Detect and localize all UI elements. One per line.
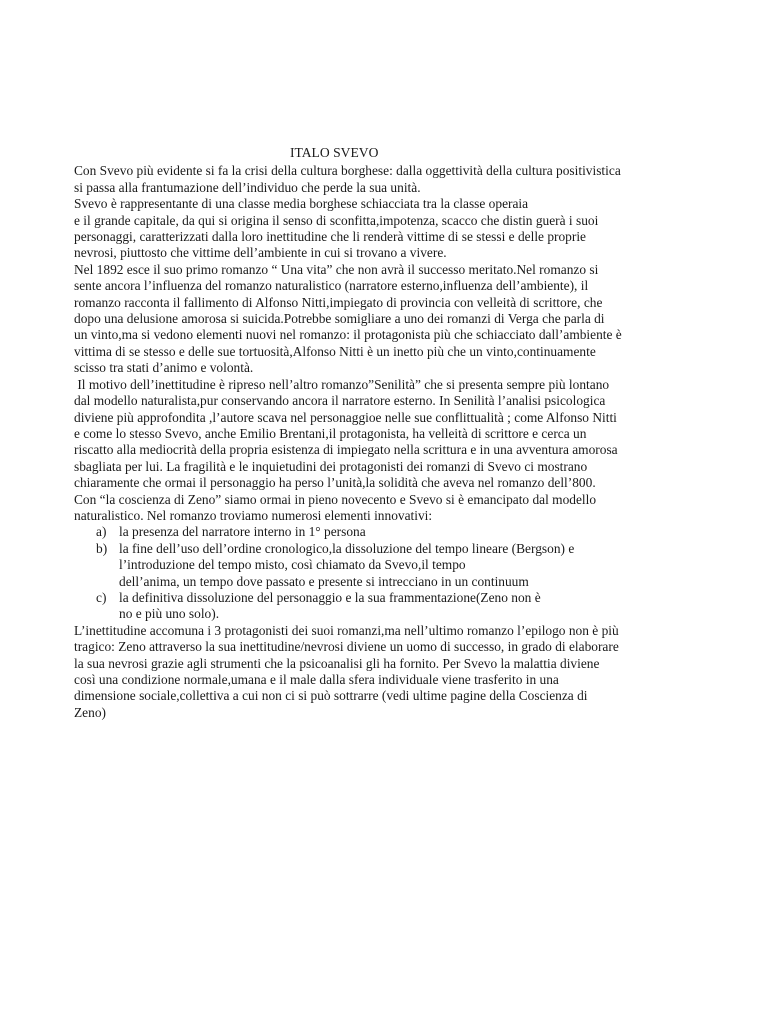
- text-line: e il grande capitale, da qui si origina il senso di sconfitta,impotenza, scacco che distin guerà i suoi: [74, 212, 599, 228]
- list-item-continuation: l’introduzione del tempo misto, così chiamato da Svevo,il tempo: [119, 557, 466, 573]
- document-page: [74, 145, 700, 721]
- text-line: Nel 1892 esce il suo primo romanzo “ Una vita” che non avrà il successo meritato.Nel romanzo si: [74, 261, 599, 277]
- intro-paragraph: [74, 163, 700, 376]
- list-item-c: [74, 590, 700, 606]
- text-line: scisso tra stati d’animo e volontà.: [74, 360, 254, 376]
- text-line: dopo una delusione amorosa si suicida.Potrebbe somigliare a uno dei romanzi di Verga che parla di: [74, 311, 605, 327]
- text-line: chiaramente che ormai il personaggio ha perso l’unità,la solidità che aveva nel romanzo dell’800.: [74, 475, 596, 491]
- text-line: dimensione sociale,collettiva a cui non ci si può sottrarre (vedi ultime pagine della Coscienza di: [74, 688, 588, 704]
- text-line: naturalistico. Nel romanzo troviamo numerosi elementi innovativi:: [74, 507, 433, 523]
- list-marker: b): [96, 540, 108, 556]
- text-line: personaggi, caratterizzati dalla loro inettitudine che li renderà vittime di se stessi e delle proprie: [74, 229, 586, 245]
- text-line: Svevo è rappresentante di una classe media borghese schiacciata tra la classe operaia: [74, 196, 529, 212]
- list-marker: c): [96, 589, 107, 605]
- senilita-paragraph: [74, 377, 700, 525]
- list-item-text: la presenza del narratore interno in 1° persona: [119, 524, 366, 540]
- text-line: la sua nevrosi grazie agli strumenti che la psicoanalisi gli ha fornito. Per Svevo la malattia diviene: [74, 655, 600, 671]
- document-title: ITALO SVEVO: [290, 145, 379, 160]
- list-item-continuation: no e più uno solo).: [119, 606, 220, 622]
- text-line: un vinto,ma si vedono elementi nuovi nel romanzo: il protagonista più che schiacciato dall’ambiente è: [74, 327, 622, 343]
- text-line: sbagliata per lui. La fragilità e le inquietudini dei protagonisti dei romanzi di Svevo ci mostrano: [74, 458, 588, 474]
- text-line: così una condizione normale,umana e il male dalla sfera individuale viene trasferito in una: [74, 672, 559, 687]
- list-item-text: la fine dell’uso dell’ordine cronologico,la dissoluzione del tempo lineare (Bergson) e: [119, 540, 575, 556]
- list-item-continuation: dell’anima, un tempo dove passato e presente si intrecciano in un continuum: [119, 573, 529, 589]
- text-line: vittima di se stesso e delle sue tortuosità,Alfonso Nitti è un inetto più che un vinto,continuamente: [74, 343, 596, 359]
- text-line: Con Svevo più evidente si fa la crisi della cultura borghese: dalla oggettività della cultura positivistica: [74, 163, 621, 179]
- text-line: diviene più approfondita ,l’autore scava nel personaggioe nelle sue conflittualità ; come Alfonso Nitti: [74, 409, 617, 425]
- text-line: si passa alla frantumazione dell’individuo che perde la sua unità.: [74, 179, 421, 195]
- text-line: e come lo stesso Svevo, anche Emilio Brentani,il protagonista, ha velleità di scrittore e cerca un: [74, 425, 587, 441]
- text-line: Con “la coscienza di Zeno” siamo ormai in pieno novecento e Svevo si è emancipato dal modello: [74, 491, 597, 507]
- list-item-text: la definitiva dissoluzione del personaggio e la sua frammentazione(Zeno non è: [119, 589, 541, 605]
- list-marker: a): [96, 524, 107, 540]
- text-line: sente ancora l’influenza del romanzo naturalistico (narratore esterno,influenza dell’ambiente), il: [74, 278, 589, 294]
- closing-paragraph: [74, 623, 700, 721]
- elements-list: [74, 524, 700, 622]
- text-line: tragico: Zeno attraverso la sua inettitudine/nevrosi diviene un uomo di successo, in grado di elaborare: [74, 639, 619, 655]
- text-line: nevrosi, piuttosto che vittime dell’ambiente in cui si trovano a vivere.: [74, 245, 447, 261]
- text-line: L’inettitudine accomuna i 3 protagonisti dei suoi romanzi,ma nell’ultimo romanzo l’epilogo non è più: [74, 622, 619, 638]
- text-line: Il motivo dell’inettitudine è ripreso nell’altro romanzo”Senilità” che si presenta sempre più lontano: [74, 376, 610, 392]
- text-line: Zeno): [74, 704, 106, 720]
- text-line: dal modello naturalista,pur conservando ancora il narratore esterno. In Senilità l’analisi psicologica: [74, 393, 606, 409]
- list-item-a: [74, 524, 700, 540]
- list-item-b: [74, 541, 700, 557]
- text-line: riscatto alla mediocrità della propria esistenza di impiegato nella scrittura e in una avventura amorosa: [74, 442, 618, 458]
- text-line: romanzo racconta il fallimento di Alfonso Nitti,impiegato di provincia con velleità di scrittore, che: [74, 294, 603, 310]
